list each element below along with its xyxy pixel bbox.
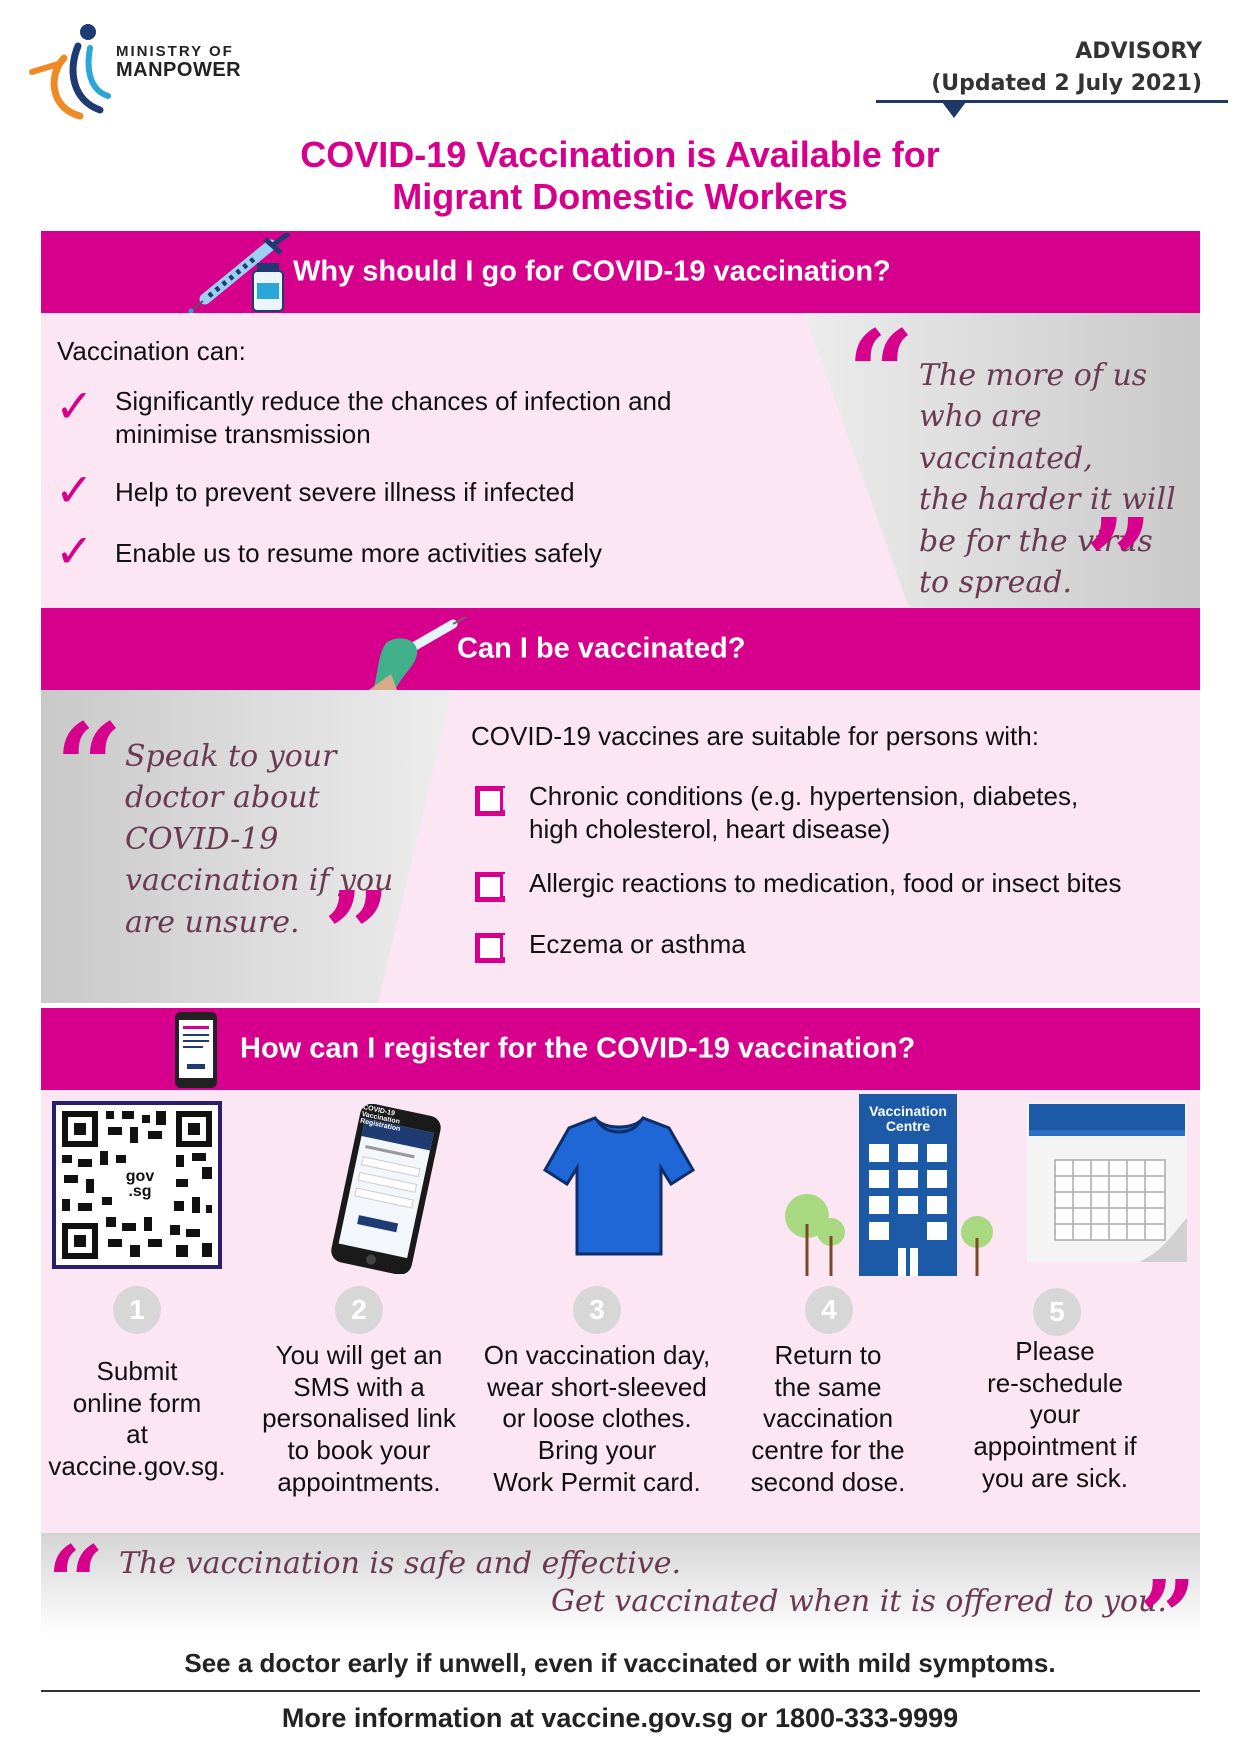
step-2-line: to book your [287, 1435, 431, 1466]
check-icon: ✓ [55, 464, 94, 516]
open-quote-icon: “ [847, 313, 915, 443]
step-5-line: you are sick. [982, 1462, 1128, 1493]
logo-line-2: MANPOWER [116, 58, 242, 81]
step-3-line: wear short-sleeved [487, 1371, 707, 1402]
why-item-1-line-1: Significantly reduce the chances of infection and [115, 386, 672, 416]
step-5-line: Please [1015, 1336, 1095, 1366]
t-shirt-icon [541, 1110, 697, 1260]
why-item-2: Help to prevent severe illness if infected [115, 477, 575, 507]
footer-note: See a doctor early if unwell, even if vaccinated or with mild symptoms. [184, 1648, 1056, 1678]
advisory-updated: (Updated 2 July 2021) [931, 70, 1202, 96]
step-3-line: On vaccination day, [483, 1340, 711, 1370]
gloved-hand-syringe-icon [367, 614, 467, 690]
step-3-text [473, 1340, 721, 1499]
why-quote [919, 355, 1200, 603]
calendar-icon [1025, 1100, 1189, 1266]
step-4-line: vaccination [762, 1403, 894, 1434]
step-1-line: vaccine.gov.sg. [48, 1451, 226, 1482]
register-section-header [41, 1008, 1200, 1090]
can-item-1 [529, 780, 1078, 845]
step-2-line: SMS with a [293, 1371, 425, 1402]
step-1-line: Submit [96, 1356, 178, 1386]
register-heading: How can I register for the COVID-19 vaccination? [240, 1032, 916, 1065]
step-2-line: appointments. [277, 1466, 441, 1497]
phone-screen-text: COVID-19 Vaccination Registration [359, 1103, 401, 1134]
why-quote-line-1: The more of us [919, 358, 1148, 393]
step-1-text [41, 1356, 242, 1483]
can-section-header [41, 608, 1200, 690]
step-3-line: or loose clothes. [502, 1403, 692, 1434]
step-1-number: 1 [113, 1286, 161, 1334]
step-4-line: centre for the [751, 1435, 905, 1466]
step-2-text [247, 1340, 471, 1499]
step-4-line: Return to [774, 1340, 882, 1370]
step-3-line: Work Permit card. [493, 1466, 701, 1497]
step-3-number: 3 [573, 1286, 621, 1334]
step-4-number: 4 [805, 1286, 853, 1334]
page-title-line-2: Migrant Domestic Workers [392, 175, 848, 217]
can-item-3: Eczema or asthma [529, 929, 746, 959]
step-4-text [725, 1340, 931, 1499]
step-1-line: at [126, 1419, 148, 1450]
qr-gov-label: gov [125, 1168, 155, 1185]
bottom-quote-line-1: The vaccination is safe and effective. [119, 1546, 682, 1581]
step-5-line: appointment if [973, 1431, 1137, 1462]
advisory-title: ADVISORY [1075, 39, 1202, 64]
checkbox-icon [475, 933, 505, 963]
logo-text [116, 44, 241, 81]
step-5-text [945, 1336, 1165, 1495]
building-label-line-1: Vaccination [869, 1103, 947, 1119]
qr-sg-label: .sg [128, 1183, 152, 1201]
why-item-3: Enable us to resume more activities safely [115, 538, 602, 568]
can-quote-line-3: COVID-19 [125, 821, 279, 857]
bottom-quote-band [41, 1533, 1200, 1635]
why-section-panel [41, 313, 1200, 608]
can-item-1-line-1: Chronic conditions (e.g. hypertension, diabetes, [529, 781, 1079, 811]
checkbox-icon [475, 786, 505, 816]
close-quote-icon: ” [1139, 1558, 1197, 1635]
advisory-label [931, 36, 1202, 100]
step-1-line: online form [72, 1387, 202, 1418]
close-quote-icon: ” [323, 865, 391, 1003]
register-section-panel [41, 1090, 1200, 1533]
step-4-line: the same [774, 1371, 882, 1402]
check-icon: ✓ [55, 380, 94, 432]
why-intro: Vaccination can: [57, 336, 246, 366]
building-label-line-2: Centre [885, 1117, 931, 1134]
can-item-2: Allergic reactions to medication, food or insect bites [529, 868, 1122, 898]
checkbox-icon [475, 872, 505, 902]
step-5-line: re-schedule [987, 1367, 1123, 1398]
step-5-line: your [1029, 1399, 1081, 1430]
step-2-line: personalised link [262, 1403, 456, 1434]
qr-gov-sg-label [118, 1169, 162, 1199]
page-title-line-1: COVID-19 Vaccination is Available for [300, 134, 940, 175]
why-quote-line-4: be for the virus [919, 523, 1153, 559]
close-quote-icon: ” [1085, 492, 1153, 608]
can-section-panel [41, 690, 1200, 1003]
logo-line-1: MINISTRY OF [116, 43, 234, 60]
phone-registration-icon [173, 1010, 219, 1090]
why-quote-line-2: who are vaccinated, [919, 399, 1093, 476]
syringe-vial-icon [185, 233, 305, 313]
qr-code[interactable] [52, 1101, 222, 1269]
can-heading: Can I be vaccinated? [457, 632, 746, 665]
can-item-1-line-2: high cholesterol, heart disease) [529, 813, 891, 844]
why-quote-line-3: the harder it will [919, 482, 1176, 518]
why-section-header [41, 231, 1200, 313]
can-quote-line-5: are unsure. [125, 904, 300, 940]
can-quote-line-1: Speak to your [125, 739, 337, 774]
step-2-line: You will get an [275, 1340, 443, 1370]
open-quote-icon: “ [47, 1533, 105, 1635]
footer-divider [41, 1690, 1200, 1692]
footer-info: More information at vaccine.gov.sg or 1800-333-9999 [281, 1703, 959, 1733]
check-icon: ✓ [55, 525, 94, 577]
mom-logo-icon [28, 20, 128, 130]
advisory-divider [876, 100, 1228, 103]
step-5-number: 5 [1033, 1288, 1081, 1336]
page-title [0, 134, 1240, 218]
bottom-quote-line-2: Get vaccinated when it is offered to you. [551, 1584, 1167, 1619]
can-quote-line-4: vaccination if you [125, 863, 394, 899]
can-quote-line-2: doctor about [125, 780, 320, 816]
step-4-line: second dose. [750, 1466, 906, 1497]
why-quote-line-5: to spread. [919, 564, 1072, 600]
why-item-1-line-2: minimise transmission [115, 418, 371, 449]
step-3-line: Bring your [537, 1435, 657, 1466]
why-heading: Why should I go for COVID-19 vaccination? [293, 255, 891, 288]
why-item-1 [115, 385, 671, 450]
step-2-number: 2 [335, 1286, 383, 1334]
open-quote-icon: “ [55, 697, 123, 836]
building-label [859, 1104, 957, 1133]
advisory-pointer [942, 102, 966, 118]
can-intro: COVID-19 vaccines are suitable for persons with: [471, 721, 1039, 751]
